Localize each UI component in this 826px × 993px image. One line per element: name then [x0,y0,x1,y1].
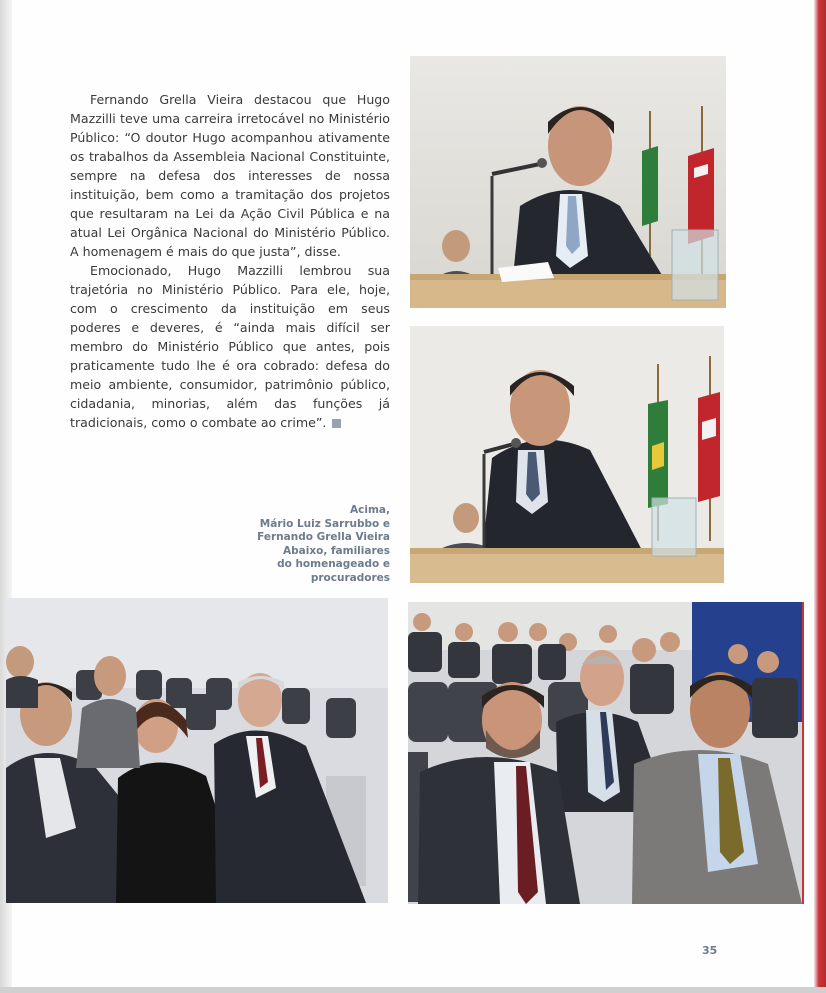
end-mark-icon [332,419,341,428]
caption-line: do homenageado e [277,558,390,570]
photo-speaker-middle [410,326,724,583]
photo-family-seated [6,598,388,903]
photo-caption [240,504,390,585]
paragraph-1: Fernando Grella Vieira destacou que Hugo Mazzilli teve uma carreira irretocável no Ministério Público: “O doutor Hugo acompanhou ativamente os trabalhos da Assembleia Nacional Constituinte, sempre na defesa dos interesses de nossa instituição, bem como a tramitação dos projetos que resultaram na Lei da Ação Civil Pública e na atual Lei Orgânica Nacional do Ministério Público. A homenagem é mais do que justa”, disse. [70,92,390,259]
caption-line: Abaixo, familiares [283,544,390,557]
caption-line: Fernando Grella Vieira [257,531,390,543]
paragraph-2 [70,261,390,432]
photo-speaker-top [410,56,726,308]
page-edge-red [814,0,826,993]
caption-line: Acima, [350,504,390,516]
paragraph-2-text: Emocionado, Hugo Mazzilli lembrou sua trajetória no Ministério Público. Para ele, hoje, com o crescimento da instituição em seus poderes e deveres, é “ainda mais difícil ser membro do Ministério Público que antes, pois praticamente tudo lhe é ora cobrado: defesa do meio ambiente, consumidor, patrimônio público, cidadania, minorias, além das funções já tradicionais, como o combate ao crime”. [70,263,390,430]
photo-audience [408,602,804,904]
caption-line: Mário Luiz Sarrubbo e [259,517,390,530]
caption-line: procuradores [310,571,390,584]
article-body [70,90,390,432]
page-bottom-edge [0,987,826,993]
page-number: 35 [702,944,718,957]
